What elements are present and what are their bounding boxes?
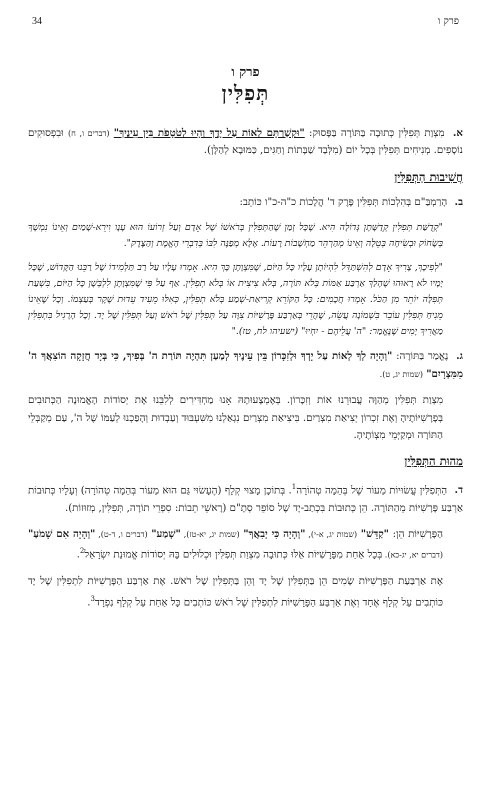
paragraph-text: . בְּתוֹכָן מָצוּי קְלָף (הֶעָשׂוּי גַּם הוּא מֵעוֹר בְּהֵמָה טְהוֹרָה) וְעָלָיו כְּתוּבוֹת אַרְבַּע פָּרָשִׁיּוֹת מֵהַתּוֹרָה. הֵן כְּתוּבוֹת בִּכְתַב-יָד שֶׁל סוֹפֵר סְתָ"ם (רָאשֵׁי תֵבוֹת: סִפְרֵי תוֹרָה, תְּפִלִּין, מְזוּזוֹת).: [28, 485, 463, 514]
running-head-chapter: פרק ו: [437, 15, 459, 27]
paragraph-text: .: [76, 549, 80, 561]
paragraph-d-final: [28, 573, 463, 611]
section-title-importance: חֲשִׁיבוּת הַתְּפִלִּין: [394, 169, 463, 184]
footnote-ref[interactable]: 3: [90, 594, 95, 603]
paragraph-c: [28, 348, 463, 383]
parasha-name: "וְהָיָה אִם שָׁמֹעַ": [28, 528, 96, 541]
parashiyot-list: [28, 526, 463, 564]
parasha-source: (דברים ו, ד-ט),: [95, 530, 148, 540]
paragraph-text: הָרַמְבַּ"ם בְּהִלְכוֹת תְּפִלִּין פֶּרֶק ד' הֲלָכוֹת כ"ה-כ"ו כּוֹתֵב:: [239, 197, 448, 209]
verse-quote: "וְהָיָה לְךָ לְאוֹת עַל יָדְךָ וּלְזִכָּרוֹן בֵּין עֵינֶיךָ לְמַעַן תִּהְיֶה תּוֹרַת ה' בְּפִיךָ, כִּי בְּיָד חֲזָקָה הוֹצִאֲךָ ה' מִמִּצְרָיִם": [28, 350, 463, 380]
list-intro: הַפָּרָשִׁיּוֹת הֵן:: [388, 529, 443, 541]
paragraph-text: הַתְּפִלִּין עֲשׂוּיוֹת מֵעוֹר שֶׁל בְּהֵמָה טְהוֹרָה: [296, 485, 448, 497]
paragraph-text: מִצְוַת תְּפִלִּין כְּתוּבָה בַּתּוֹרָה בַּפָּסוּק:: [304, 127, 445, 139]
parasha-source: (דברים יא, יג-כא).: [382, 550, 443, 560]
paragraph-letter: ד.: [454, 484, 463, 497]
parasha-source: (שמות יג, יא-טז),: [180, 530, 240, 540]
verse-source: (דברים ו, ח): [68, 128, 110, 138]
section-title-essence: מַהוּת הַתְּפִלִּין: [404, 454, 463, 469]
paragraph-c-body: מִצְוַת תְּפִלִּין מְהַוָּה עֲבוּרֵנוּ אוֹת וְזִכָּרוֹן. בְּאֶמְצָעוּתָהּ אָנוּ מַחְדִּירִים לְלִבֵּנוּ אֶת יְסוֹדוֹת הָאֱמוּנָה הַכְּתוּבִים בְּפָרָשִׁיּוֹתֶיהָ וְאֶת זִכְרוֹן יְצִיאַת מִצְרַיִם. בִּיצִיאַת מִצְרַיִם נִגְאַלְנוּ מִשִּׁעְבּוּד וְעַבְדוּת וְהָפַכְנוּ לְעַמּוֹ שֶׁל ה', עַם מְקַבְּלֵי הַתּוֹרָה וּמְקַיְּמֵי מִצְוֹתֶיהָ.: [28, 395, 443, 442]
paragraph-letter: ב.: [454, 196, 463, 209]
paragraph-text: וּבִפְסוּקִים נוֹסָפִים. מְנִיחִים תְּפִלִּין בְּכָל יוֹם (מִלְּבַד שַׁבָּתוֹת וְחַגִּים, כַּמּוּבָא לְהַלָּן).: [28, 127, 463, 157]
paragraph-letter: א.: [452, 126, 463, 139]
rambam-quote-2: "לְפִיכָךְ, צָרִיךְ אָדָם לְהִשְׁתַּדֵּל לִהְיוֹתָן עָלָיו כָּל הַיּוֹם, שֶׁמִּצְוָתָן כָּךְ הִיא. אָמְרוּ עָלָיו עַל רַב תַּלְמִידוֹ שֶׁל רַבֵּנוּ הַקָּדוֹשׁ, שֶׁכָּל יָמָיו לֹא רָאוּהוּ שֶׁהָלַךְ אַרְבַּע אַמּוֹת בְּלֹא תּוֹרָה, בְּלֹא צִיצִית אוֹ בְּלֹא תְפִלִּין. אַף עַל פִּי שֶׁמִּצְוָתָן לִלְבְּשָׁן כָּל הַיּוֹם, בִּשְׁעַת תְּפִלָּה יוֹתֵר מִן הַכֹּל. אָמְרוּ חֲכָמִים: כָּל הַקּוֹרֵא קְרִיאַת-שְׁמַע בְּלֹא תְפִלִּין, כְּאִלּוּ מֵעִיד עֵדוּת שֶׁקֶר בְּעַצְמוֹ. וְכָל שֶׁאֵינוֹ מֵנִיחַ תְּפִלִּין עוֹבֵר בִּשְׁמוֹנָה עֲשֵׂה, שֶׁהֲרֵי בְּאַרְבַּע פָּרָשִׁיּוֹת צִוָּה עַל תְּפִלִּין שֶׁל רֹאשׁ וְעַל תְּפִלִּין שֶׁל יָד. וְכָל הָרָגִיל בִּתְפִלִּין מַאֲרִיךְ יָמִים שֶׁנֶּאֱמַר: "ה' עֲלֵיהֶם - יִחְיוּ" (ישעיהו לח, טז).": [28, 262, 443, 338]
paragraph-a: [28, 125, 463, 160]
page-number: 34: [32, 15, 42, 27]
paragraph-text: בְּכָל אַחַת מִפָּרָשִׁיּוֹת אֵלּוּ כְּתוּבָה מִצְוַת תְּפִלִּין וּכְלוּלִים בָּהּ יְסוֹדוֹת אֱמוּנַת יִשְׂרָאֵל: [84, 549, 383, 561]
footnote-ref[interactable]: 2: [79, 547, 85, 556]
paragraph-b: [28, 194, 463, 211]
paragraph-d: [28, 479, 463, 517]
paragraph-text: נֶאֱמַר בַּתּוֹרָה:: [392, 351, 449, 363]
verse-source: (שמות יג, ט).: [379, 369, 423, 379]
paragraph-text: אֶת אַרְבַּעַת הַפָּרָשִׁיּוֹת שָׂמִים הֵן בַּתְּפִלִּין שֶׁל יָד וְהֵן בַּתְּפִלִּין שֶׁל רֹאשׁ. אֶת אַרְבַּע הַפָּרָשִׁיּוֹת לִתְפִלִּין שֶׁל יָד כּוֹתְבִים עַל קְלָף אֶחָד וְאֶת אַרְבַּע הַפָּרָשִׁיּוֹת לִתְפִלִּין שֶׁל רֹאשׁ כּוֹתְבִים כָּל אַחַת עַל קְלָף נִפְרָד: [28, 576, 443, 609]
chapter-title: תְּפִלִּין: [221, 81, 270, 106]
verse-quote: "וּקְשַׁרְתָּם לְאוֹת עַל יָדֶךָ וְהָיוּ לְטֹטָפֹת בֵּין עֵינֶיךָ": [113, 126, 305, 139]
paragraph-text: .: [87, 597, 91, 609]
parasha-name: "שְׁמַע": [151, 528, 181, 541]
parasha-name: "וְהָיָה כִּי יְבִאֲךָ": [243, 528, 306, 541]
paragraph-letter: ג.: [456, 350, 463, 363]
page-content: [28, 64, 463, 620]
parasha-name: "קַדֵּשׁ": [360, 528, 389, 541]
chapter-label: פרק ו: [231, 65, 260, 80]
parasha-source: (שמות יג, א-י),: [305, 530, 358, 540]
footnote-ref[interactable]: 1: [291, 482, 297, 491]
rambam-quote-1: "קְדֻשַּׁת תְּפִלִּין קְדֻשָּׁתָן גְּדוֹלָה הִיא. שֶׁכָּל זְמַן שֶׁהַתְּפִלִּין בְּרֹאשׁוֹ שֶׁל אָדָם וְעַל זְרוֹעוֹ הוּא עָנָו וִירֵא-שָׁמַיִם וְאֵינוֹ נִמְשָׁךְ בְּשָׂחוֹק וּבְשִׂיחָה בְּטֵלָה וְאֵינוֹ מְהַרְהֵר מַחְשָׁבוֹת רָעוֹת. אֶלָּא מְפַנֶּה לִבּוֹ בְּדִבְרֵי הָאֱמֶת וְהַצֶּדֶק".: [28, 222, 443, 250]
running-head: [32, 12, 459, 30]
